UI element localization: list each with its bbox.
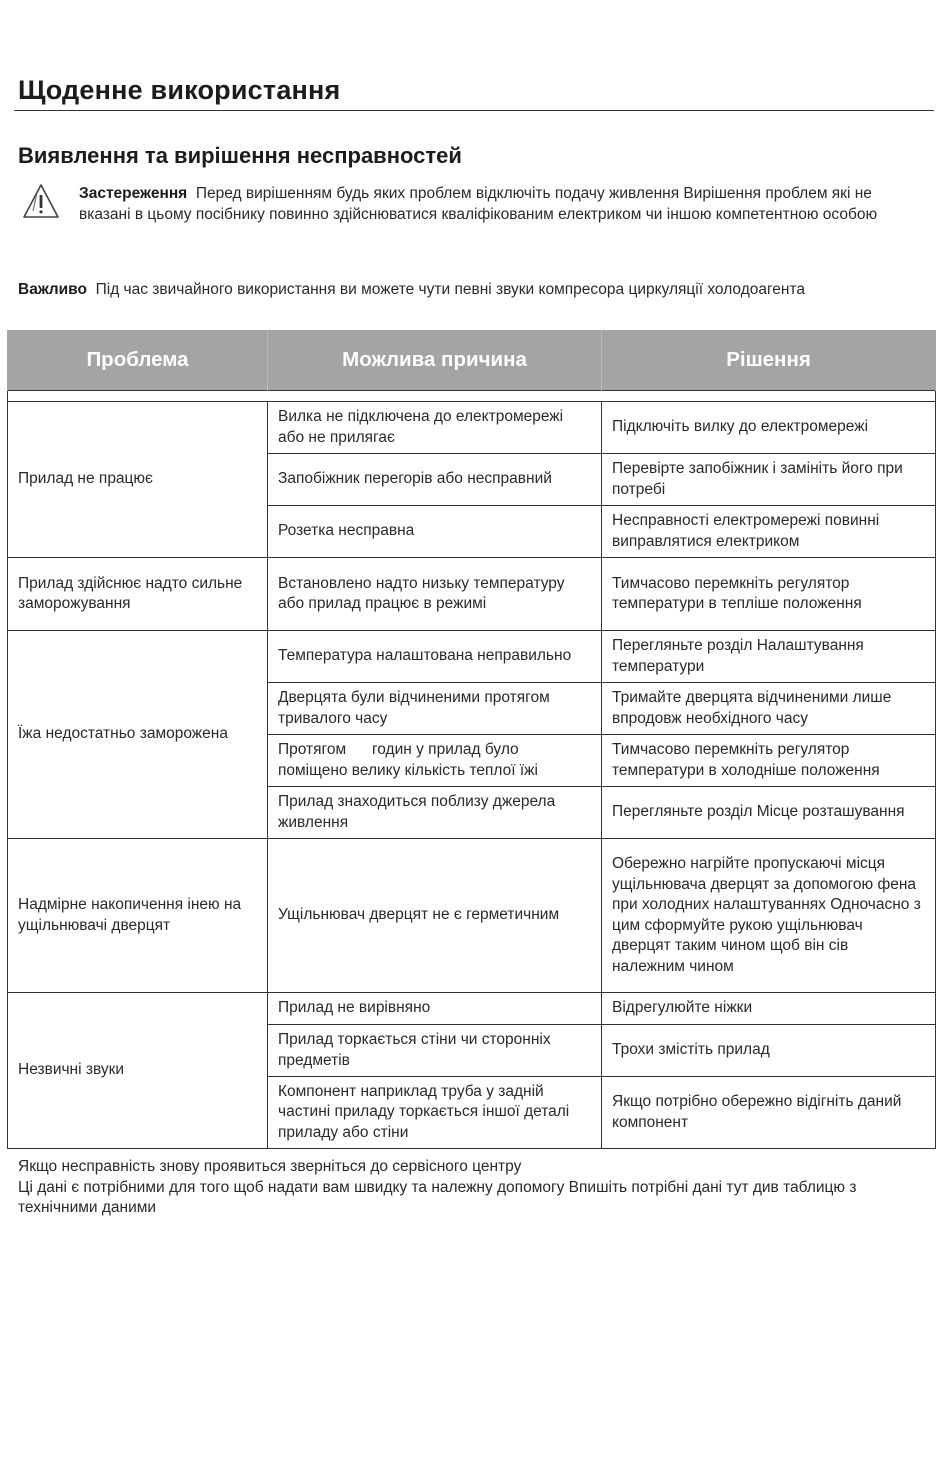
solution-cell: Відрегулюйте ніжки [602, 993, 936, 1025]
header-solution: Рішення [602, 330, 936, 391]
solution-cell: Несправності електромережі повинні виправлятися електриком [602, 506, 936, 558]
troubleshooting-table [7, 330, 936, 1149]
cause-cell: Компонент наприклад труба у задній частині приладу торкається іншої деталі приладу або стіни [268, 1077, 602, 1149]
cause-cell: Прилад торкається стіни чи сторонніх предметів [268, 1025, 602, 1077]
solution-cell: Тимчасово перемкніть регулятор температури в холодніше положення [602, 735, 936, 787]
table-row [8, 993, 936, 1025]
cause-cell: Запобіжник перегорів або несправний [268, 454, 602, 506]
solution-cell: Підключіть вилку до електромережі [602, 402, 936, 454]
warning-block [79, 184, 879, 225]
solution-cell: Тимчасово перемкніть регулятор температури в тепліше положення [602, 558, 936, 631]
cause-cell: Ущільнювач дверцят не є герметичним [268, 839, 602, 993]
problem-cell: Прилад здійснює надто сильне заморожування [8, 558, 268, 631]
footer-notes [18, 1157, 918, 1219]
header-cause: Можлива причина [268, 330, 602, 391]
cause-cell: Встановлено надто низьку температуру або прилад працює в режимі [268, 558, 602, 631]
section-title: Виявлення та вирішення несправностей [18, 143, 462, 168]
warning-text: Перед вирішенням будь яких проблем відключіть подачу живлення Вирішення проблем які не вказані в цьому посібнику повинно здійснюватися кваліфікованим електриком чи іншою компетентною особою [79, 185, 878, 223]
solution-cell: Трохи змістіть прилад [602, 1025, 936, 1077]
problem-cell: Надмірне накопичення інею на ущільнювачі дверцят [8, 839, 268, 993]
problem-cell: Незвичні звуки [8, 993, 268, 1149]
cause-cell: Прилад знаходиться поблизу джерела живлення [268, 787, 602, 839]
solution-cell: Обережно нагрійте пропускаючі місця ущільнювача дверцят за допомогою фена при холодних налаштуваннях Одночасно з цим сформуйте рукою ущільнювач дверцят таким чином щоб він сів належним чином [602, 839, 936, 993]
solution-cell: Перегляньте розділ Налаштування температури [602, 631, 936, 683]
solution-cell: Перегляньте розділ Місце розташування [602, 787, 936, 839]
table-row [8, 558, 936, 631]
table-row [8, 839, 936, 993]
cause-cell: Вилка не підключена до електромережі або не прилягає [268, 402, 602, 454]
title-divider [14, 110, 934, 111]
problem-cell: Їжа недостатньо заморожена [8, 631, 268, 839]
table-header-row [8, 330, 936, 391]
table-spacer [8, 391, 936, 402]
important-note [18, 280, 928, 300]
important-label: Важливо [18, 281, 87, 298]
table-row [8, 402, 936, 454]
important-text: Під час звичайного використання ви можете чути певні звуки компресора циркуляції холодоагента [95, 281, 806, 298]
cause-cell: Дверцята були відчиненими протягом тривалого часу [268, 683, 602, 735]
solution-cell: Перевірте запобіжник і замініть його при потребі [602, 454, 936, 506]
problem-cell: Прилад не працює [8, 402, 268, 558]
warning-triangle-icon [22, 183, 60, 219]
table-row [8, 631, 936, 683]
footer-line-1: Якщо несправність знову проявиться зверніться до сервісного центру [18, 1158, 522, 1175]
cause-cell: Температура налаштована неправильно [268, 631, 602, 683]
footer-line-2: Ці дані є потрібними для того щоб надати вам швидку та належну допомогу Впишіть потрібні дані тут див таблицю з технічними даними [18, 1178, 857, 1216]
cause-cell: Прилад не вирівняно [268, 993, 602, 1025]
header-problem: Проблема [8, 330, 268, 391]
cause-cell: Розетка несправна [268, 506, 602, 558]
page-title: Щоденне використання [18, 75, 341, 105]
solution-cell: Якщо потрібно обережно відігніть даний компонент [602, 1077, 936, 1149]
warning-label: Застереження [79, 185, 188, 202]
cause-cell: Протягом годин у прилад було поміщено велику кількість теплої їжі [268, 735, 602, 787]
solution-cell: Тримайте дверцята відчиненими лише впродовж необхідного часу [602, 683, 936, 735]
